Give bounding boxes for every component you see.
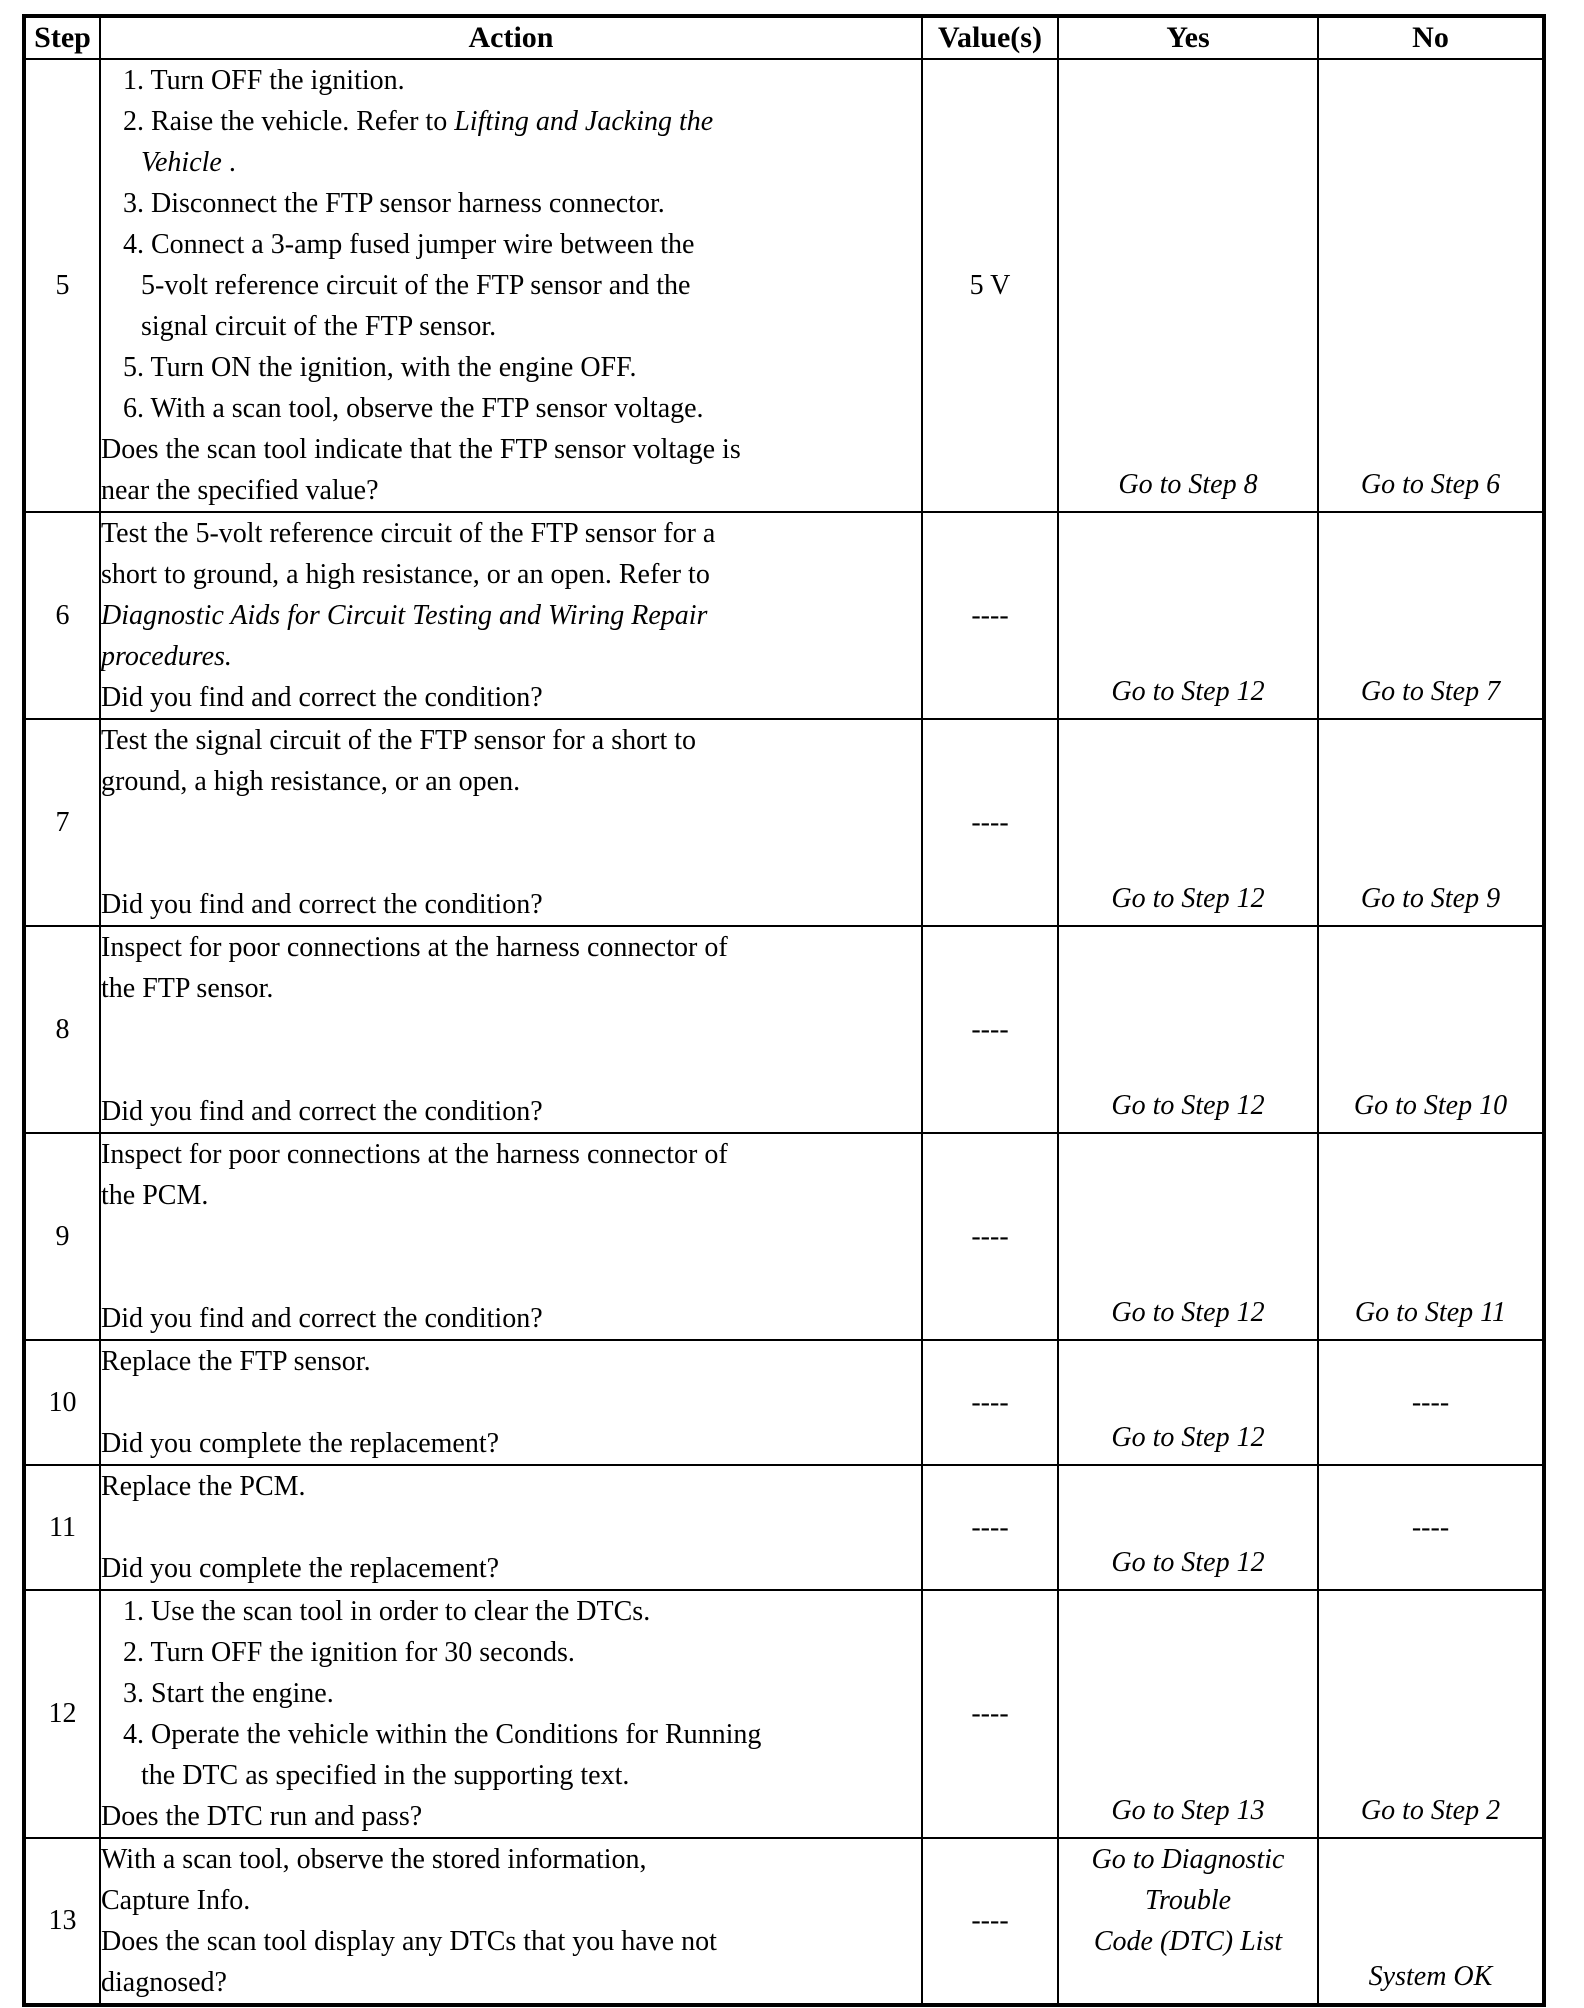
action-line: 3. Start the engine. <box>123 1678 334 1709</box>
step-number: 9 <box>24 1133 100 1340</box>
value-cell: ---- <box>922 1838 1058 2005</box>
value-cell: 5 V <box>922 59 1058 512</box>
question-line: Did you complete the replacement? <box>101 1553 500 1584</box>
table-row <box>24 926 1544 1133</box>
question-line: diagnosed? <box>101 1967 227 1998</box>
step-number: 7 <box>24 719 100 926</box>
no-link: Go to Step 6 <box>1360 469 1501 500</box>
table-row <box>24 59 1544 512</box>
yes-link: Go to Step 12 <box>1111 676 1265 707</box>
question-line: Did you find and correct the condition? <box>101 1096 543 1127</box>
step-number: 11 <box>24 1465 100 1590</box>
value-cell: ---- <box>922 1340 1058 1465</box>
action-cell: Replace the PCM. Did you complete the replacement? <box>100 1465 922 1590</box>
no-link: ---- <box>1411 1511 1450 1543</box>
step-number: 12 <box>24 1590 100 1838</box>
header-yes: Yes <box>1058 16 1318 59</box>
yes-cell <box>1058 1133 1318 1340</box>
step-number: 8 <box>24 926 100 1133</box>
value-cell: ---- <box>922 1465 1058 1590</box>
header-step: Step <box>24 16 100 59</box>
yes-link: Go to Step 8 <box>1118 469 1258 500</box>
yes-link: Go to Step 12 <box>1111 1422 1265 1453</box>
value-cell: ---- <box>922 719 1058 926</box>
no-cell <box>1318 512 1544 719</box>
yes-cell <box>1058 719 1318 926</box>
yes-cell <box>1058 512 1318 719</box>
action-line: 1. Turn OFF the ignition. <box>123 65 405 96</box>
action-cell: With a scan tool, observe the stored information, Capture Info. Does the scan tool display any DTCs that you have not diagnosed? <box>100 1838 922 2005</box>
value-cell: ---- <box>922 1590 1058 1838</box>
action-cell: Test the 5-volt reference circuit of the FTP sensor for a short to ground, a high resistance, or an open. Refer to Diagnostic Aids for Circuit Testing and Wiring Repair procedures. Did you find and correct the condition? <box>100 512 922 719</box>
no-cell <box>1318 1838 1544 2005</box>
action-line: 4. Operate the vehicle within the Conditions for Running the DTC as specified in the supporting text. <box>123 1719 762 1791</box>
table-row <box>24 1838 1544 2005</box>
value-cell: ---- <box>922 926 1058 1133</box>
action-cell <box>100 59 922 512</box>
question-line: Does the DTC run and pass? <box>101 1801 423 1832</box>
no-cell <box>1318 1465 1544 1590</box>
value-cell: ---- <box>922 1133 1058 1340</box>
table-row <box>24 1590 1544 1838</box>
action-line: 4. Connect a 3-amp fused jumper wire between the 5-volt reference circuit of the FTP sensor and the signal circuit of the FTP sensor. <box>123 229 695 342</box>
yes-link: Go to Step 12 <box>1111 1090 1265 1121</box>
value-cell: ---- <box>922 512 1058 719</box>
action-line: 1. Use the scan tool in order to clear the DTCs. <box>123 1596 651 1627</box>
action-line: 5. Turn ON the ignition, with the engine OFF. <box>123 352 637 383</box>
no-link: System OK <box>1368 1961 1493 1992</box>
yes-cell <box>1058 1838 1318 2005</box>
action-cell: Inspect for poor connections at the harness connector of the FTP sensor. Did you find and correct the condition? <box>100 926 922 1133</box>
action-cell: Inspect for poor connections at the harness connector of the PCM. Did you find and correct the condition? <box>100 1133 922 1340</box>
header-no: No <box>1318 16 1544 59</box>
yes-link: Go to Step 12 <box>1111 1547 1265 1578</box>
header-action: Action <box>100 16 922 59</box>
action-line: 6. With a scan tool, observe the FTP sensor voltage. <box>123 393 704 424</box>
no-cell <box>1318 1590 1544 1838</box>
question-line: Did you find and correct the condition? <box>101 1303 543 1334</box>
yes-link: Go to Step 12 <box>1111 883 1265 914</box>
no-cell <box>1318 59 1544 512</box>
step-number: 5 <box>24 59 100 512</box>
no-cell <box>1318 719 1544 926</box>
step-number: 10 <box>24 1340 100 1465</box>
yes-cell <box>1058 1465 1318 1590</box>
no-link: ---- <box>1411 1386 1450 1418</box>
yes-cell <box>1058 1590 1318 1838</box>
question-line: Did you find and correct the condition? <box>101 682 543 713</box>
no-link: Go to Step 11 <box>1354 1297 1507 1328</box>
no-cell <box>1318 1340 1544 1465</box>
header-row <box>24 16 1544 59</box>
yes-link: Go to Step 13 <box>1111 1795 1265 1826</box>
action-cell: Test the signal circuit of the FTP sensor for a short to ground, a high resistance, or an open. Did you find and correct the condition? <box>100 719 922 926</box>
table-row <box>24 719 1544 926</box>
yes-cell <box>1058 59 1318 512</box>
no-link: Go to Step 9 <box>1360 883 1501 914</box>
question-line: Does the scan tool indicate that the FTP sensor voltage is <box>101 434 741 465</box>
no-link: Go to Step 2 <box>1360 1795 1501 1826</box>
step-number: 6 <box>24 512 100 719</box>
action-cell: Replace the FTP sensor. Did you complete the replacement? <box>100 1340 922 1465</box>
no-link: Go to Step 10 <box>1353 1090 1508 1121</box>
yes-link: Go to Diagnostic Trouble Code (DTC) List <box>1091 1844 1285 1957</box>
table-row <box>24 512 1544 719</box>
question-line: Did you find and correct the condition? <box>101 889 543 920</box>
no-cell <box>1318 926 1544 1133</box>
no-link: Go to Step 7 <box>1360 676 1501 707</box>
yes-cell <box>1058 1340 1318 1465</box>
header-values: Value(s) <box>922 16 1058 59</box>
action-cell <box>100 1590 922 1838</box>
step-number: 13 <box>24 1838 100 2005</box>
yes-cell <box>1058 926 1318 1133</box>
table-row <box>24 1465 1544 1590</box>
question-line: Does the scan tool display any DTCs that you have not <box>101 1926 717 1957</box>
action-line: 2. Raise the vehicle. Refer to Lifting and Jacking the Vehicle . <box>123 106 714 178</box>
no-cell <box>1318 1133 1544 1340</box>
question-line: near the specified value? <box>101 475 379 506</box>
question-line: Did you complete the replacement? <box>101 1428 500 1459</box>
diagnostic-table <box>22 14 1546 2007</box>
action-line: 3. Disconnect the FTP sensor harness connector. <box>123 188 665 219</box>
table-row <box>24 1133 1544 1340</box>
yes-link: Go to Step 12 <box>1111 1297 1265 1328</box>
table-row <box>24 1340 1544 1465</box>
action-line: 2. Turn OFF the ignition for 30 seconds. <box>123 1637 575 1668</box>
